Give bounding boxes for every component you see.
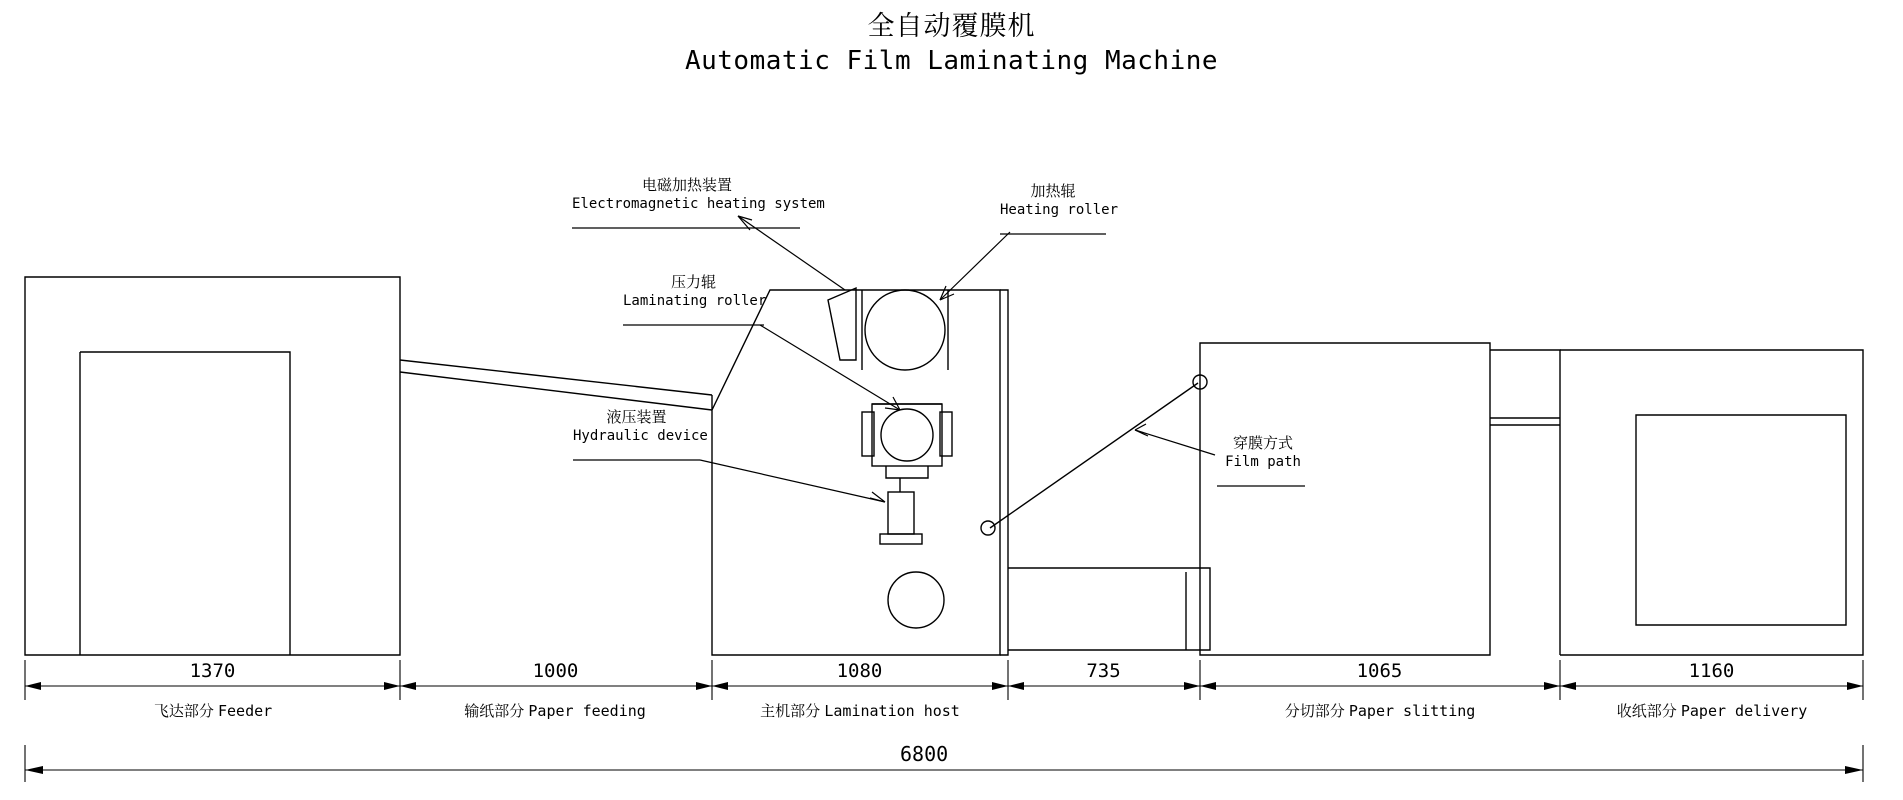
dimension-line-sections xyxy=(25,660,1863,700)
paper-feeding-section-outline xyxy=(400,360,712,410)
callout-laminating-roller xyxy=(623,273,767,310)
section-label-cn: 飞达部分 xyxy=(153,702,214,720)
section-label-feeder xyxy=(102,702,324,721)
page-title-cn: 全自动覆膜机 xyxy=(867,11,1036,42)
heating-roller-part xyxy=(862,290,948,370)
section-label-cn: 输纸部分 xyxy=(464,702,525,720)
section-label-paper-slitting xyxy=(1269,702,1491,721)
callout-film-path xyxy=(1217,434,1309,471)
film-path-line xyxy=(981,375,1207,535)
section-label-cn: 收纸部分 xyxy=(1616,702,1677,720)
section-label-en: Paper feeding xyxy=(528,702,646,720)
callout-label-en: Laminating roller xyxy=(623,293,767,309)
section-label-paper-feeding xyxy=(444,702,666,721)
callout-hydraulic-device xyxy=(573,408,708,445)
transfer-table-outline xyxy=(1008,568,1210,650)
paper-delivery-section-outline xyxy=(1560,350,1863,655)
callout-label-cn: 电磁加热装置 xyxy=(641,176,732,194)
laminating-roller-wedge xyxy=(828,288,856,360)
callout-label-en: Electromagnetic heating system xyxy=(572,196,825,212)
section-label-paper-delivery xyxy=(1601,702,1823,721)
section-label-en: Lamination host xyxy=(824,702,960,720)
hydraulic-device-part xyxy=(880,478,922,544)
lower-roller-part xyxy=(888,572,944,628)
dimension-value-paper-feeding: 1000 xyxy=(532,660,579,682)
callout-label-cn: 穿膜方式 xyxy=(1232,434,1293,452)
laminating-roller-part xyxy=(862,404,952,478)
section-label-cn: 主机部分 xyxy=(760,702,821,720)
feeder-section-outline xyxy=(25,277,400,655)
callout-label-en: Heating roller xyxy=(1000,202,1119,218)
dimension-value-lamination-host: 1080 xyxy=(836,660,883,682)
section-label-en: Paper delivery xyxy=(1680,702,1808,720)
callout-heating-roller xyxy=(1000,182,1119,219)
callout-label-cn: 加热辊 xyxy=(1030,182,1076,200)
callout-label-cn: 压力辊 xyxy=(670,273,716,291)
section-label-en: Feeder xyxy=(218,702,273,720)
dimension-value-total: 6800 xyxy=(900,742,949,766)
section-label-cn: 分切部分 xyxy=(1284,702,1345,720)
callout-label-en: Hydraulic device xyxy=(573,428,708,444)
callout-underlines xyxy=(572,228,1305,486)
callout-label-cn: 液压装置 xyxy=(606,408,667,426)
dimension-value-paper-delivery: 1160 xyxy=(1688,660,1735,682)
paper-slitting-section-outline xyxy=(1200,343,1560,655)
callout-label-en: Film path xyxy=(1225,454,1301,470)
callout-leaders xyxy=(700,216,1215,502)
section-label-en: Paper slitting xyxy=(1348,702,1476,720)
dimension-value-feeder: 1370 xyxy=(189,660,236,682)
callout-electromagnetic-heating-system xyxy=(572,176,825,213)
page-title-en: Automatic Film Laminating Machine xyxy=(684,46,1219,76)
dimension-value-gap: 735 xyxy=(1086,660,1121,682)
dimension-value-paper-slitting: 1065 xyxy=(1356,660,1403,682)
section-label-lamination-host xyxy=(749,702,971,721)
